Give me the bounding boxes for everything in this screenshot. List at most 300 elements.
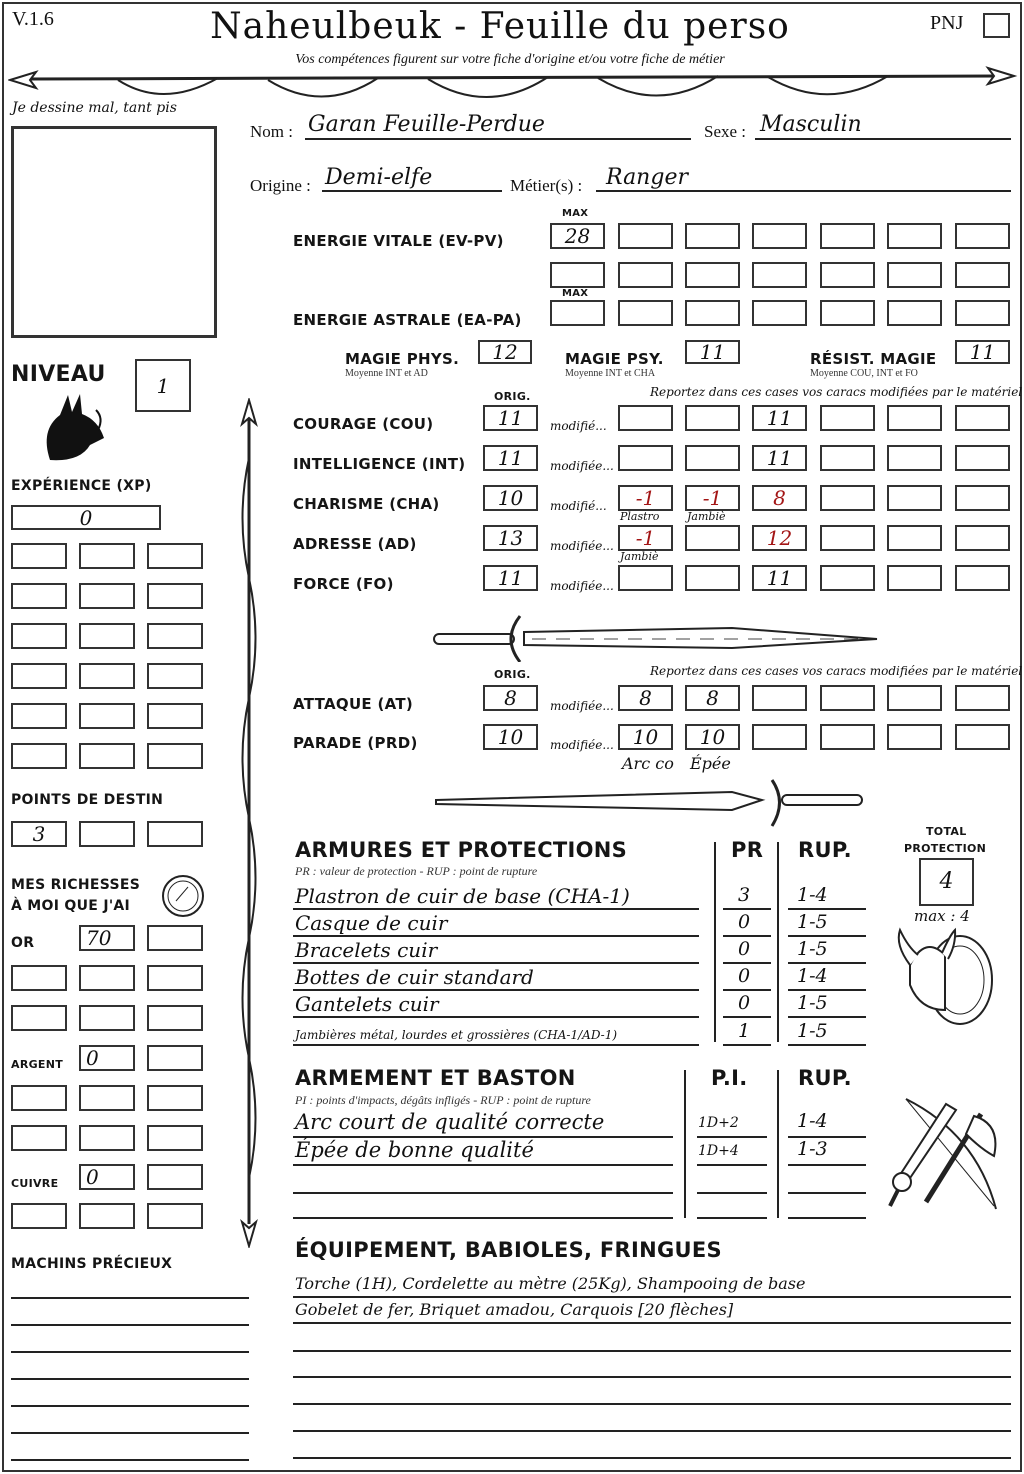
attr-label: COURAGE (COU): [293, 415, 434, 433]
armor-item-pr[interactable]: 0: [738, 911, 751, 933]
armor-item-pr[interactable]: 1: [738, 1020, 751, 1042]
combat-mod-box-value: 8: [639, 686, 652, 710]
xp-cell[interactable]: [147, 663, 203, 689]
armor-pr-underline: [723, 1016, 771, 1018]
attr-mod-box[interactable]: [618, 485, 673, 511]
attr-mod-box[interactable]: [887, 445, 942, 471]
armor-rup-underline: [788, 935, 866, 937]
destin-cell-value: 3: [32, 822, 46, 846]
equipment-underline: [293, 1350, 1011, 1352]
weapon-pi-underline: [697, 1217, 767, 1219]
or-cell[interactable]: [79, 1005, 135, 1031]
combat-mod-box[interactable]: [618, 724, 673, 750]
combat-label: ATTAQUE (AT): [293, 695, 414, 713]
vertical-spear-icon: [234, 398, 264, 1248]
attr-mod-box[interactable]: [618, 405, 673, 431]
ev-box[interactable]: [887, 262, 942, 288]
or-cell[interactable]: [147, 925, 203, 951]
destin-cell[interactable]: [147, 821, 203, 847]
origine-label: Origine :: [250, 176, 311, 195]
weapon-item-name[interactable]: Arc court de qualité correcte: [295, 1110, 605, 1134]
pnj-label: PNJ: [930, 12, 964, 34]
xp-cell[interactable]: [79, 583, 135, 609]
combat-mod-box[interactable]: [887, 724, 942, 750]
attr-mod-box[interactable]: [887, 485, 942, 511]
armor-col-pr: PR: [731, 838, 764, 862]
attr-orig-label: ORIG.: [494, 390, 531, 403]
xp-cell[interactable]: [11, 663, 67, 689]
weapon-note-arc: Arc co: [622, 754, 674, 773]
armor-item-name[interactable]: Casque de cuir: [295, 911, 448, 935]
armor-item-underline: [293, 1044, 699, 1046]
total-protection-value: 4: [939, 869, 954, 894]
attr-orig-box[interactable]: [483, 405, 538, 431]
ea-box[interactable]: [685, 300, 740, 326]
origine-value[interactable]: Demi-elfe: [325, 165, 433, 190]
cuivre-cell[interactable]: [11, 1203, 67, 1229]
armor-pr-underline: [723, 935, 771, 937]
pnj-checkbox[interactable]: [983, 13, 1010, 38]
ev-box[interactable]: [955, 262, 1010, 288]
attr-mod-box-value: 11: [766, 446, 793, 470]
xp-cell[interactable]: [147, 543, 203, 569]
argent-cell[interactable]: [147, 1125, 203, 1151]
magie-phys-box[interactable]: [478, 340, 532, 364]
ea-max-label: MAX: [562, 288, 589, 299]
combat-mod-label: modifiée...: [550, 738, 614, 752]
armor-item-name[interactable]: Plastron de cuir de base (CHA-1): [295, 884, 630, 908]
weapon-item-underline: [293, 1164, 673, 1166]
attr-mod-box[interactable]: [752, 445, 807, 471]
attr-mod-box[interactable]: [955, 405, 1010, 431]
attr-mod-note: Plastro: [620, 510, 660, 523]
attr-orig-box-value: 10: [497, 486, 524, 510]
combat-mod-box-value: 8: [706, 686, 719, 710]
richesses-label-1: MES RICHESSES: [11, 877, 141, 893]
machins-line: [11, 1297, 249, 1299]
niveau-label: NIVEAU: [11, 362, 106, 387]
armor-item-name[interactable]: Gantelets cuir: [295, 992, 439, 1016]
weapons-divider-1: [684, 1070, 686, 1218]
armor-rup-underline: [788, 908, 866, 910]
machins-line: [11, 1459, 249, 1461]
crossed-weapons-icon: [886, 1094, 1006, 1214]
total-protection-max: max : 4: [914, 907, 970, 925]
sexe-value[interactable]: Masculin: [760, 112, 862, 137]
coin-icon: [160, 873, 206, 919]
ea-label: ENERGIE ASTRALE (EA-PA): [293, 311, 522, 329]
equipment-title: ÉQUIPEMENT, BABIOLES, FRINGUES: [295, 1238, 722, 1262]
weapon-rup-underline: [788, 1192, 866, 1194]
or-cell[interactable]: [147, 965, 203, 991]
armor-item-rup[interactable]: 1-4: [797, 965, 828, 987]
origine-underline: [322, 190, 502, 192]
equipment-underline: [293, 1457, 1011, 1459]
weapon-item-underline: [293, 1217, 673, 1219]
attr-orig-box-value: 13: [497, 526, 524, 550]
page-subtitle: Vos compétences figurent sur votre fiche d'origine et/ou votre fiche de métier: [295, 52, 725, 67]
weapon-note-epee: Épée: [690, 754, 731, 773]
attr-orig-box-value: 11: [497, 406, 524, 430]
ev-box[interactable]: [820, 262, 875, 288]
xp-cell[interactable]: [79, 663, 135, 689]
combat-mod-box[interactable]: [820, 685, 875, 711]
attr-mod-box[interactable]: [955, 565, 1010, 591]
resist-magie-box[interactable]: [955, 340, 1010, 364]
attr-mod-box[interactable]: [752, 565, 807, 591]
attr-mod-label: modifié...: [550, 499, 607, 513]
or-label: OR: [11, 935, 35, 951]
xp-cell[interactable]: [11, 623, 67, 649]
portrait-box[interactable]: [11, 126, 217, 338]
attr-mod-box[interactable]: [618, 565, 673, 591]
armor-legend: PR : valeur de protection - RUP : point de rupture: [295, 864, 538, 878]
sexe-label: Sexe :: [704, 122, 747, 141]
armor-item-pr[interactable]: 0: [738, 938, 751, 960]
attr-mod-box[interactable]: [820, 565, 875, 591]
equipment-underline: [293, 1403, 1011, 1405]
dragon-head-icon: [40, 390, 106, 462]
nom-label: Nom :: [250, 122, 293, 141]
attr-mod-note: Jambiè: [687, 510, 726, 523]
armor-pr-underline: [723, 908, 771, 910]
weapons-divider-2: [777, 1070, 779, 1218]
xp-cell[interactable]: [11, 543, 67, 569]
armor-item-underline: [293, 935, 699, 937]
weapon-pi-underline: [697, 1192, 767, 1194]
ev-box[interactable]: [685, 223, 740, 249]
combat-mod-box-value: 10: [699, 725, 726, 749]
cuivre-label: CUIVRE: [11, 1177, 59, 1190]
xp-cell[interactable]: [147, 743, 203, 769]
attr-mod-box-value: 11: [766, 566, 793, 590]
attr-mod-box[interactable]: [955, 445, 1010, 471]
ea-box[interactable]: [618, 300, 673, 326]
armor-divider-1: [714, 842, 716, 1042]
combat-mod-box[interactable]: [685, 724, 740, 750]
xp-cell[interactable]: [11, 703, 67, 729]
attr-label: FORCE (FO): [293, 575, 394, 593]
combat-mod-label: modifiée...: [550, 699, 614, 713]
cuivre-cell[interactable]: [147, 1164, 203, 1190]
xp-cell[interactable]: [79, 743, 135, 769]
armor-pr-underline: [723, 989, 771, 991]
armor-item-rup[interactable]: 1-4: [797, 884, 828, 906]
xp-box[interactable]: [11, 505, 161, 530]
sexe-underline: [755, 138, 1011, 140]
magie-phys-label: MAGIE PHYS.: [345, 350, 460, 368]
ev-label: ENERGIE VITALE (EV-PV): [293, 232, 504, 250]
magie-phys-note: Moyenne INT et AD: [345, 368, 428, 379]
cuivre-cell[interactable]: [147, 1203, 203, 1229]
magie-psy-box[interactable]: [685, 340, 740, 364]
argent-cell[interactable]: [11, 1125, 67, 1151]
argent-cell[interactable]: [79, 1125, 135, 1151]
armor-item-pr[interactable]: 0: [738, 965, 751, 987]
attr-mod-box[interactable]: [752, 525, 807, 551]
attr-mod-box[interactable]: [887, 525, 942, 551]
xp-cell[interactable]: [147, 623, 203, 649]
armor-item-underline: [293, 1016, 699, 1018]
weapons-col-rup: RUP.: [798, 1066, 852, 1090]
combat-mod-box[interactable]: [955, 685, 1010, 711]
ev-box[interactable]: [550, 262, 605, 288]
attr-mod-box[interactable]: [887, 565, 942, 591]
equipment-underline: [293, 1430, 1011, 1432]
weapon-rup-underline: [788, 1164, 866, 1166]
richesses-label-2: À MOI QUE J'AI: [11, 898, 131, 914]
attr-mod-box[interactable]: [685, 405, 740, 431]
attr-orig-box[interactable]: [483, 565, 538, 591]
attr-mod-box-value: -1: [635, 526, 656, 550]
combat-mod-box[interactable]: [685, 685, 740, 711]
ea-box[interactable]: [752, 300, 807, 326]
xp-label: EXPÉRIENCE (XP): [11, 478, 152, 494]
ev-box[interactable]: [618, 223, 673, 249]
armor-item-pr[interactable]: 3: [738, 884, 751, 906]
armor-item-underline: [293, 962, 699, 964]
combat-mod-box[interactable]: [752, 685, 807, 711]
combat-orig-label: ORIG.: [494, 668, 531, 681]
attr-mod-box[interactable]: [685, 565, 740, 591]
combat-mod-box-value: 10: [632, 725, 659, 749]
metier-value[interactable]: Ranger: [606, 165, 688, 190]
armor-divider-2: [777, 842, 779, 1042]
total-protection-box[interactable]: [919, 858, 974, 906]
resist-magie-value: 11: [969, 340, 996, 364]
ev-max-label: MAX: [562, 208, 589, 219]
armor-pr-underline: [723, 962, 771, 964]
cuivre-cell[interactable]: [79, 1203, 135, 1229]
or-cell[interactable]: [147, 1005, 203, 1031]
equipment-underline: [293, 1322, 1011, 1324]
ea-box[interactable]: [955, 300, 1010, 326]
armor-item-name[interactable]: Bottes de cuir standard: [295, 965, 534, 989]
attr-mod-note: Jambiè: [620, 550, 659, 563]
resist-magie-label: RÉSIST. MAGIE: [810, 350, 937, 368]
or-cell[interactable]: [11, 1005, 67, 1031]
xp-cell[interactable]: [79, 543, 135, 569]
ea-box[interactable]: [887, 300, 942, 326]
sword-icon: [432, 612, 882, 662]
attr-orig-box-value: 11: [497, 566, 524, 590]
version-label: V.1.6: [12, 8, 54, 30]
combat-orig-box-value: 8: [504, 686, 517, 710]
equipment-underline: [293, 1376, 1011, 1378]
armor-item-name[interactable]: Bracelets cuir: [295, 938, 438, 962]
attr-label: INTELLIGENCE (INT): [293, 455, 466, 473]
attr-mod-box-value: -1: [635, 486, 656, 510]
attr-orig-box[interactable]: [483, 485, 538, 511]
combat-orig-box[interactable]: [483, 724, 538, 750]
argent-value-box[interactable]: [79, 1045, 135, 1071]
ev-box[interactable]: [820, 223, 875, 249]
or-value-box-value: 70: [86, 926, 112, 950]
machins-line: [11, 1324, 249, 1326]
nom-value[interactable]: Garan Feuille-Perdue: [308, 112, 545, 137]
combat-mod-box[interactable]: [955, 724, 1010, 750]
weapons-col-pi: P.I.: [711, 1066, 748, 1090]
ev-box-value: 28: [564, 224, 591, 248]
metier-underline: [596, 190, 1011, 192]
machins-line: [11, 1351, 249, 1353]
niveau-box[interactable]: [135, 359, 191, 412]
attr-mod-box[interactable]: [752, 485, 807, 511]
weapon-item-underline: [293, 1192, 673, 1194]
attr-mod-box[interactable]: [618, 525, 673, 551]
armor-rup-underline: [788, 962, 866, 964]
xp-cell[interactable]: [11, 583, 67, 609]
attr-label: CHARISME (CHA): [293, 495, 440, 513]
or-value-box[interactable]: [79, 925, 135, 951]
destin-cell[interactable]: [11, 821, 67, 847]
argent-cell[interactable]: [147, 1085, 203, 1111]
xp-cell[interactable]: [147, 703, 203, 729]
ev-box[interactable]: [887, 223, 942, 249]
weapon-item-name[interactable]: Épée de bonne qualité: [295, 1138, 534, 1162]
armor-item-name[interactable]: Jambières métal, lourdes et grossières (CHA-1/AD-1): [295, 1028, 618, 1042]
machins-label: MACHINS PRÉCIEUX: [11, 1256, 173, 1272]
magie-psy-value: 11: [699, 340, 726, 364]
attr-mod-box[interactable]: [955, 485, 1010, 511]
armor-rup-underline: [788, 1016, 866, 1018]
equipment-underline: [293, 1296, 1011, 1298]
ev-box[interactable]: [752, 262, 807, 288]
ea-box[interactable]: [550, 300, 605, 326]
combat-mod-box[interactable]: [752, 724, 807, 750]
armor-item-underline: [293, 908, 699, 910]
attr-mod-label: modifiée...: [550, 459, 614, 473]
attr-report-note: Reportez dans ces cases vos caracs modifiées par le matériel: [650, 385, 1023, 399]
argent-label: ARGENT: [11, 1058, 64, 1071]
ev-box[interactable]: [752, 223, 807, 249]
attr-mod-box[interactable]: [752, 405, 807, 431]
combat-mod-box[interactable]: [887, 685, 942, 711]
combat-report-note: Reportez dans ces cases vos caracs modifiées par le matériel: [650, 664, 1023, 678]
weapon-item-pi[interactable]: 1D+2: [698, 1115, 739, 1131]
armor-item-rup[interactable]: 1-5: [797, 1020, 828, 1042]
attr-orig-box-value: 11: [497, 446, 524, 470]
weapons-legend: PI : points d'impacts, dégâts infligés - RUP : point de rupture: [295, 1093, 591, 1107]
sword-2-icon: [432, 778, 872, 828]
combat-mod-box[interactable]: [820, 724, 875, 750]
spear-banner-icon: [8, 64, 1018, 100]
attr-mod-label: modifiée...: [550, 579, 614, 593]
xp-cell[interactable]: [79, 623, 135, 649]
magie-psy-label: MAGIE PSY.: [565, 350, 664, 368]
portrait-caption: Je dessine mal, tant pis: [12, 100, 177, 116]
armor-col-rup: RUP.: [798, 838, 852, 862]
attr-orig-box[interactable]: [483, 525, 538, 551]
nom-underline: [305, 138, 691, 140]
ev-box[interactable]: [955, 223, 1010, 249]
total-protection-label-1: TOTAL: [926, 825, 967, 838]
cuivre-value-box[interactable]: [79, 1164, 135, 1190]
destin-label: POINTS DE DESTIN: [11, 792, 164, 808]
attr-orig-box[interactable]: [483, 445, 538, 471]
or-cell[interactable]: [79, 965, 135, 991]
ev-box[interactable]: [550, 223, 605, 249]
weapon-item-pi[interactable]: 1D+4: [698, 1143, 739, 1159]
attr-mod-box[interactable]: [618, 445, 673, 471]
weapon-item-rup[interactable]: 1-3: [797, 1138, 828, 1160]
attr-mod-box-value: 12: [766, 526, 793, 550]
armor-rup-underline: [788, 989, 866, 991]
helmet-shield-icon: [890, 925, 1000, 1030]
magie-psy-note: Moyenne INT et CHA: [565, 368, 656, 379]
attr-mod-box[interactable]: [955, 525, 1010, 551]
attr-label: ADRESSE (AD): [293, 535, 417, 553]
attr-mod-label: modifié...: [550, 419, 607, 433]
attr-mod-box[interactable]: [820, 485, 875, 511]
ev-box[interactable]: [685, 262, 740, 288]
weapon-rup-underline: [788, 1217, 866, 1219]
weapon-item-rup[interactable]: 1-4: [797, 1110, 828, 1132]
machins-line: [11, 1432, 249, 1434]
attr-mod-box[interactable]: [887, 405, 942, 431]
ea-box[interactable]: [820, 300, 875, 326]
page-title: Naheulbeuk - Feuille du perso: [210, 6, 790, 47]
attr-mod-box-value: 8: [773, 486, 786, 510]
equipment-line[interactable]: Gobelet de fer, Briquet amadou, Carquois [20 flèches]: [295, 1300, 734, 1319]
resist-magie-note: Moyenne COU, INT et FO: [810, 368, 918, 379]
machins-line: [11, 1378, 249, 1380]
metier-label: Métier(s) :: [510, 176, 583, 195]
cuivre-value-box-value: 0: [86, 1165, 99, 1189]
xp-value: 0: [79, 505, 93, 530]
weapon-pi-underline: [697, 1164, 767, 1166]
armor-item-rup[interactable]: 1-5: [797, 938, 828, 960]
attr-mod-box[interactable]: [820, 445, 875, 471]
ev-box[interactable]: [618, 262, 673, 288]
attr-mod-box-value: 11: [766, 406, 793, 430]
attr-mod-box[interactable]: [685, 445, 740, 471]
combat-orig-box[interactable]: [483, 685, 538, 711]
combat-label: PARADE (PRD): [293, 734, 418, 752]
armor-item-rup[interactable]: 1-5: [797, 992, 828, 1014]
weapons-title: ARMEMENT ET BASTON: [295, 1066, 576, 1090]
argent-cell[interactable]: [147, 1045, 203, 1071]
attr-mod-box[interactable]: [820, 405, 875, 431]
xp-cell[interactable]: [11, 743, 67, 769]
magie-phys-value: 12: [492, 340, 518, 364]
attr-mod-box-value: -1: [702, 486, 723, 510]
armor-item-underline: [293, 989, 699, 991]
argent-cell[interactable]: [79, 1085, 135, 1111]
xp-cell[interactable]: [79, 703, 135, 729]
destin-cell[interactable]: [79, 821, 135, 847]
xp-cell[interactable]: [147, 583, 203, 609]
armor-title: ARMURES ET PROTECTIONS: [295, 838, 628, 862]
combat-orig-box-value: 10: [497, 725, 524, 749]
attr-mod-box[interactable]: [685, 525, 740, 551]
total-protection-label-2: PROTECTION: [904, 842, 987, 855]
armor-item-pr[interactable]: 0: [738, 992, 751, 1014]
argent-value-box-value: 0: [86, 1046, 99, 1070]
combat-mod-box[interactable]: [618, 685, 673, 711]
attr-mod-box[interactable]: [820, 525, 875, 551]
argent-cell[interactable]: [11, 1085, 67, 1111]
attr-mod-label: modifiée...: [550, 539, 614, 553]
or-cell[interactable]: [11, 965, 67, 991]
equipment-line[interactable]: Torche (1H), Cordelette au mètre (25Kg), Shampooing de base: [295, 1274, 806, 1293]
machins-line: [11, 1405, 249, 1407]
armor-item-rup[interactable]: 1-5: [797, 911, 828, 933]
weapon-pi-underline: [697, 1136, 767, 1138]
armor-pr-underline: [723, 1044, 771, 1046]
niveau-value: 1: [156, 373, 170, 398]
attr-mod-box[interactable]: [685, 485, 740, 511]
